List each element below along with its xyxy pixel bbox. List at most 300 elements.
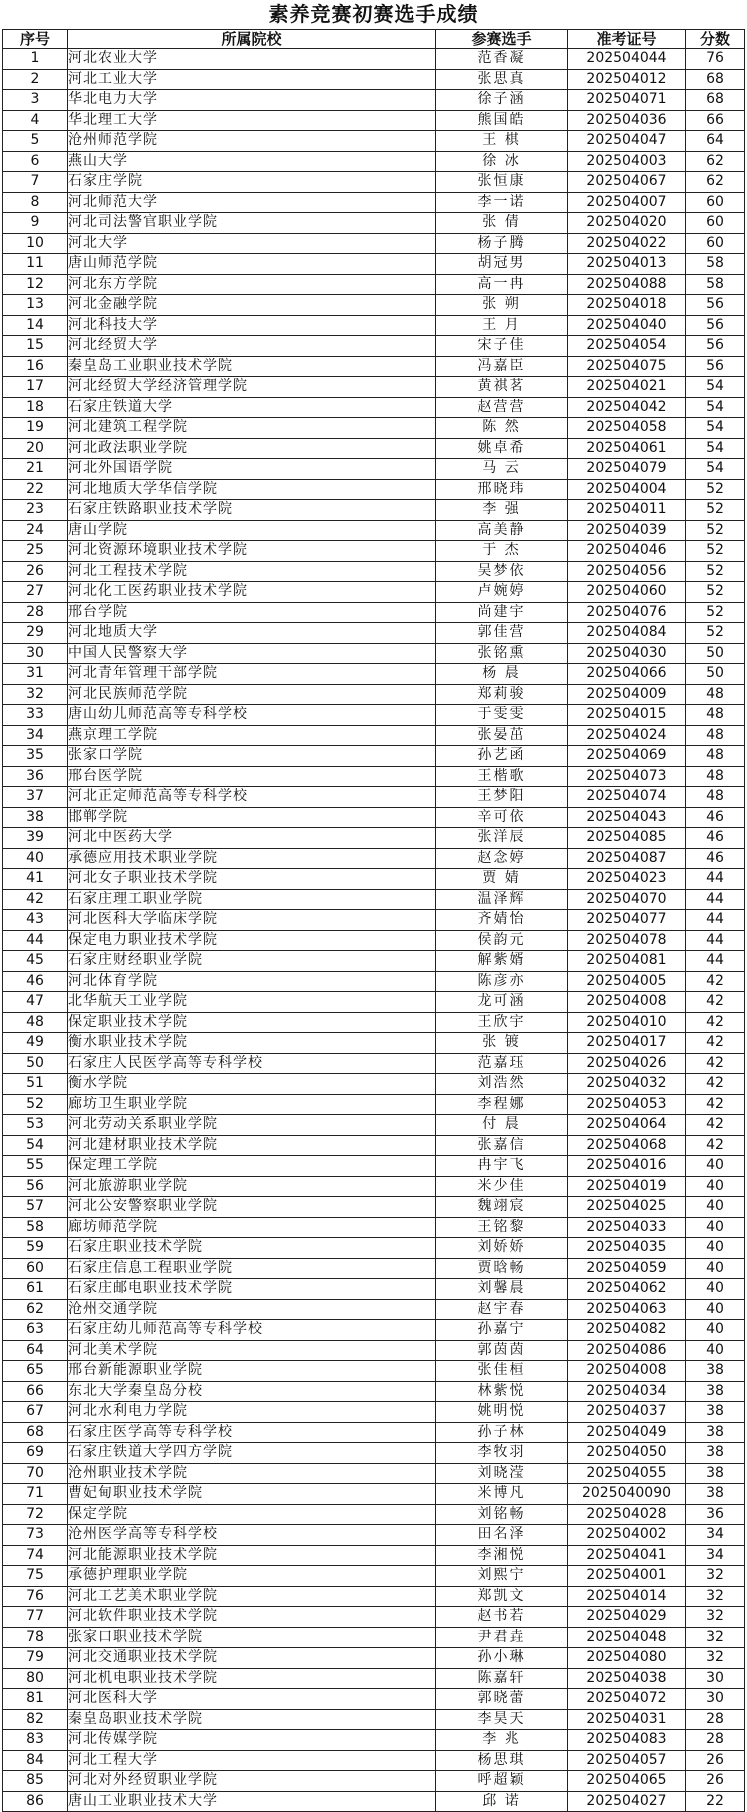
row-school: 邢台医学院: [68, 766, 436, 787]
row-index: 81: [3, 1689, 68, 1710]
row-index: 27: [3, 582, 68, 603]
row-school: 河北青年管理干部学院: [68, 664, 436, 685]
row-contestant: 赵宇春: [436, 1299, 568, 1320]
table-row: [3, 69, 745, 90]
row-exam-id: 202504009: [568, 684, 686, 705]
row-exam-id: 202504003: [568, 151, 686, 172]
row-index: 5: [3, 131, 68, 152]
row-score: 38: [686, 1484, 745, 1505]
table-row: [3, 1709, 745, 1730]
row-score: 32: [686, 1627, 745, 1648]
table-row: [3, 1217, 745, 1238]
row-index: 21: [3, 459, 68, 480]
row-contestant: 李湘悦: [436, 1545, 568, 1566]
row-school: 中国人民警察大学: [68, 643, 436, 664]
row-contestant: 温泽辉: [436, 889, 568, 910]
row-exam-id: 202504065: [568, 1771, 686, 1792]
table-row: [3, 356, 745, 377]
row-index: 20: [3, 438, 68, 459]
table-row: [3, 1012, 745, 1033]
row-exam-id: 202504025: [568, 1197, 686, 1218]
table-row: [3, 1115, 745, 1136]
row-index: 29: [3, 623, 68, 644]
table-row: [3, 151, 745, 172]
row-exam-id: 202504023: [568, 869, 686, 890]
row-index: 85: [3, 1771, 68, 1792]
row-score: 42: [686, 1135, 745, 1156]
row-exam-id: 202504062: [568, 1279, 686, 1300]
row-score: 38: [686, 1381, 745, 1402]
row-school: 河北地质大学: [68, 623, 436, 644]
row-index: 23: [3, 500, 68, 521]
row-school: 衡水职业技术学院: [68, 1033, 436, 1054]
row-index: 71: [3, 1484, 68, 1505]
row-contestant: 刘晓滢: [436, 1463, 568, 1484]
row-school: 邢台学院: [68, 602, 436, 623]
row-index: 61: [3, 1279, 68, 1300]
row-school: 邯郸学院: [68, 807, 436, 828]
row-index: 16: [3, 356, 68, 377]
row-exam-id: 202504029: [568, 1607, 686, 1628]
row-exam-id: 2025040090: [568, 1484, 686, 1505]
row-index: 35: [3, 746, 68, 767]
row-contestant: 杨 晨: [436, 664, 568, 685]
row-index: 79: [3, 1648, 68, 1669]
row-index: 54: [3, 1135, 68, 1156]
row-score: 40: [686, 1197, 745, 1218]
row-contestant: 刘浩然: [436, 1074, 568, 1095]
row-contestant: 徐子涵: [436, 90, 568, 111]
row-score: 76: [686, 49, 745, 70]
row-school: 沧州交通学院: [68, 1299, 436, 1320]
row-contestant: 张 朔: [436, 295, 568, 316]
table-row: [3, 233, 745, 254]
row-contestant: 王梦阳: [436, 787, 568, 808]
table-row: [3, 766, 745, 787]
table-row: [3, 1033, 745, 1054]
row-score: 40: [686, 1176, 745, 1197]
table-row: [3, 992, 745, 1013]
row-index: 68: [3, 1422, 68, 1443]
row-score: 42: [686, 1115, 745, 1136]
row-contestant: 尚建宇: [436, 602, 568, 623]
table-row: [3, 1402, 745, 1423]
row-contestant: 姚明悦: [436, 1402, 568, 1423]
row-exam-id: 202504082: [568, 1320, 686, 1341]
row-index: 62: [3, 1299, 68, 1320]
row-index: 83: [3, 1730, 68, 1751]
row-contestant: 孙小琳: [436, 1648, 568, 1669]
table-row: [3, 1586, 745, 1607]
row-score: 38: [686, 1361, 745, 1382]
row-contestant: 赵念婷: [436, 848, 568, 869]
row-contestant: 冯嘉臣: [436, 356, 568, 377]
row-contestant: 邢晓玮: [436, 479, 568, 500]
table-row: [3, 1361, 745, 1382]
row-exam-id: 202504070: [568, 889, 686, 910]
row-index: 53: [3, 1115, 68, 1136]
row-exam-id: 202504067: [568, 172, 686, 193]
row-index: 17: [3, 377, 68, 398]
row-contestant: 李 强: [436, 500, 568, 521]
row-contestant: 胡冠男: [436, 254, 568, 275]
row-contestant: 王 月: [436, 315, 568, 336]
row-contestant: 林紫悦: [436, 1381, 568, 1402]
row-school: 河北公安警察职业学院: [68, 1197, 436, 1218]
row-school: 石家庄铁道大学四方学院: [68, 1443, 436, 1464]
row-index: 76: [3, 1586, 68, 1607]
row-exam-id: 202504068: [568, 1135, 686, 1156]
row-exam-id: 202504063: [568, 1299, 686, 1320]
row-contestant: 范嘉珏: [436, 1053, 568, 1074]
row-exam-id: 202504036: [568, 110, 686, 131]
table-row: [3, 1381, 745, 1402]
row-exam-id: 202504078: [568, 930, 686, 951]
row-score: 32: [686, 1586, 745, 1607]
row-contestant: 赵营营: [436, 397, 568, 418]
row-school: 石家庄学院: [68, 172, 436, 193]
row-score: 62: [686, 172, 745, 193]
row-score: 52: [686, 541, 745, 562]
table-row: [3, 1197, 745, 1218]
row-school: 石家庄幼儿师范高等专科学校: [68, 1320, 436, 1341]
row-score: 50: [686, 643, 745, 664]
row-exam-id: 202504024: [568, 725, 686, 746]
table-row: [3, 602, 745, 623]
row-exam-id: 202504040: [568, 315, 686, 336]
table-row: [3, 1668, 745, 1689]
row-index: 60: [3, 1258, 68, 1279]
row-score: 48: [686, 684, 745, 705]
header-score: 分数: [686, 30, 745, 49]
table-row: [3, 643, 745, 664]
table-row: [3, 1484, 745, 1505]
row-index: 11: [3, 254, 68, 275]
row-score: 54: [686, 397, 745, 418]
row-score: 48: [686, 725, 745, 746]
row-contestant: 张铭熏: [436, 643, 568, 664]
row-exam-id: 202504031: [568, 1709, 686, 1730]
row-exam-id: 202504080: [568, 1648, 686, 1669]
table-row: [3, 397, 745, 418]
row-exam-id: 202504007: [568, 192, 686, 213]
row-index: 41: [3, 869, 68, 890]
table-row: [3, 1443, 745, 1464]
row-contestant: 呼超颖: [436, 1771, 568, 1792]
table-row: [3, 623, 745, 644]
row-index: 10: [3, 233, 68, 254]
row-index: 38: [3, 807, 68, 828]
row-school: 石家庄职业技术学院: [68, 1238, 436, 1259]
table-row: [3, 1258, 745, 1279]
row-contestant: 郑凯文: [436, 1586, 568, 1607]
row-school: 河北外国语学院: [68, 459, 436, 480]
table-row: [3, 848, 745, 869]
row-exam-id: 202504049: [568, 1422, 686, 1443]
row-contestant: 王 棋: [436, 131, 568, 152]
table-row: [3, 1627, 745, 1648]
row-score: 52: [686, 500, 745, 521]
table-row: [3, 1074, 745, 1095]
row-contestant: 张思真: [436, 69, 568, 90]
row-index: 2: [3, 69, 68, 90]
row-index: 77: [3, 1607, 68, 1628]
row-exam-id: 202504027: [568, 1791, 686, 1812]
row-school: 华北电力大学: [68, 90, 436, 111]
row-index: 15: [3, 336, 68, 357]
table-row: [3, 1299, 745, 1320]
row-score: 44: [686, 889, 745, 910]
row-exam-id: 202504064: [568, 1115, 686, 1136]
row-index: 40: [3, 848, 68, 869]
row-index: 59: [3, 1238, 68, 1259]
row-exam-id: 202504037: [568, 1402, 686, 1423]
row-school: 沧州师范学院: [68, 131, 436, 152]
table-row: [3, 110, 745, 131]
table-row: [3, 1463, 745, 1484]
row-exam-id: 202504069: [568, 746, 686, 767]
row-score: 54: [686, 459, 745, 480]
row-exam-id: 202504019: [568, 1176, 686, 1197]
header-school: 所属院校: [68, 30, 436, 49]
row-score: 40: [686, 1217, 745, 1238]
row-school: 秦皇岛职业技术学院: [68, 1709, 436, 1730]
row-contestant: 杨思琪: [436, 1750, 568, 1771]
row-contestant: 王铭黎: [436, 1217, 568, 1238]
row-score: 60: [686, 233, 745, 254]
row-exam-id: 202504013: [568, 254, 686, 275]
row-score: 56: [686, 356, 745, 377]
row-score: 40: [686, 1340, 745, 1361]
row-exam-id: 202504021: [568, 377, 686, 398]
row-score: 48: [686, 705, 745, 726]
row-school: 河北建筑工程学院: [68, 418, 436, 439]
row-contestant: 尹君垚: [436, 1627, 568, 1648]
row-score: 52: [686, 602, 745, 623]
row-school: 东北大学秦皇岛分校: [68, 1381, 436, 1402]
row-school: 河北旅游职业学院: [68, 1176, 436, 1197]
row-contestant: 范香凝: [436, 49, 568, 70]
row-index: 22: [3, 479, 68, 500]
row-score: 52: [686, 479, 745, 500]
row-school: 河北机电职业技术学院: [68, 1668, 436, 1689]
row-exam-id: 202504066: [568, 664, 686, 685]
row-score: 58: [686, 274, 745, 295]
row-score: 42: [686, 1033, 745, 1054]
table-row: [3, 1525, 745, 1546]
row-exam-id: 202504077: [568, 910, 686, 931]
row-contestant: 李一诺: [436, 192, 568, 213]
row-contestant: 孙嘉宁: [436, 1320, 568, 1341]
row-exam-id: 202504008: [568, 992, 686, 1013]
table-row: [3, 1750, 745, 1771]
table-row: [3, 787, 745, 808]
row-school: 河北正定师范高等专科学校: [68, 787, 436, 808]
table-row: [3, 418, 745, 439]
row-school: 保定理工学院: [68, 1156, 436, 1177]
row-exam-id: 202504083: [568, 1730, 686, 1751]
row-school: 石家庄铁道大学: [68, 397, 436, 418]
row-index: 6: [3, 151, 68, 172]
row-exam-id: 202504017: [568, 1033, 686, 1054]
row-score: 26: [686, 1771, 745, 1792]
row-index: 67: [3, 1402, 68, 1423]
row-exam-id: 202504004: [568, 479, 686, 500]
row-index: 56: [3, 1176, 68, 1197]
table-row: [3, 664, 745, 685]
row-score: 32: [686, 1648, 745, 1669]
row-exam-id: 202504059: [568, 1258, 686, 1279]
table-row: [3, 213, 745, 234]
row-contestant: 米博凡: [436, 1484, 568, 1505]
row-school: 河北师范大学: [68, 192, 436, 213]
row-contestant: 李牧羽: [436, 1443, 568, 1464]
row-exam-id: 202504088: [568, 274, 686, 295]
table-row: [3, 561, 745, 582]
row-exam-id: 202504028: [568, 1504, 686, 1525]
table-row: [3, 684, 745, 705]
row-school: 河北水利电力学院: [68, 1402, 436, 1423]
table-row: [3, 1648, 745, 1669]
row-index: 28: [3, 602, 68, 623]
row-exam-id: 202504005: [568, 971, 686, 992]
table-row: [3, 438, 745, 459]
table-row: [3, 336, 745, 357]
row-contestant: 刘熙宁: [436, 1566, 568, 1587]
row-contestant: 郭佳营: [436, 623, 568, 644]
row-index: 37: [3, 787, 68, 808]
row-score: 38: [686, 1422, 745, 1443]
row-index: 4: [3, 110, 68, 131]
row-exam-id: 202504022: [568, 233, 686, 254]
row-index: 51: [3, 1074, 68, 1095]
row-exam-id: 202504060: [568, 582, 686, 603]
table-row: [3, 1279, 745, 1300]
row-exam-id: 202504046: [568, 541, 686, 562]
row-school: 河北政法职业学院: [68, 438, 436, 459]
row-school: 河北化工医药职业技术学院: [68, 582, 436, 603]
row-score: 50: [686, 664, 745, 685]
table-row: [3, 172, 745, 193]
row-score: 30: [686, 1689, 745, 1710]
row-school: 河北劳动关系职业学院: [68, 1115, 436, 1136]
row-score: 26: [686, 1750, 745, 1771]
row-exam-id: 202504020: [568, 213, 686, 234]
row-exam-id: 202504032: [568, 1074, 686, 1095]
row-contestant: 王欣宇: [436, 1012, 568, 1033]
row-school: 河北工业大学: [68, 69, 436, 90]
row-exam-id: 202504087: [568, 848, 686, 869]
row-exam-id: 202504018: [568, 295, 686, 316]
row-exam-id: 202504016: [568, 1156, 686, 1177]
table-row: [3, 1176, 745, 1197]
row-score: 42: [686, 992, 745, 1013]
table-row: [3, 315, 745, 336]
row-school: 河北民族师范学院: [68, 684, 436, 705]
row-exam-id: 202504073: [568, 766, 686, 787]
row-exam-id: 202504026: [568, 1053, 686, 1074]
row-index: 39: [3, 828, 68, 849]
row-index: 74: [3, 1545, 68, 1566]
row-exam-id: 202504086: [568, 1340, 686, 1361]
row-score: 38: [686, 1443, 745, 1464]
row-contestant: 马 云: [436, 459, 568, 480]
row-contestant: 魏翊宸: [436, 1197, 568, 1218]
row-exam-id: 202504058: [568, 418, 686, 439]
row-score: 48: [686, 746, 745, 767]
row-contestant: 熊国皓: [436, 110, 568, 131]
table-row: [3, 869, 745, 890]
row-score: 42: [686, 971, 745, 992]
row-contestant: 贾 婧: [436, 869, 568, 890]
row-index: 42: [3, 889, 68, 910]
row-exam-id: 202504002: [568, 1525, 686, 1546]
table-row: [3, 1545, 745, 1566]
row-school: 河北工程技术学院: [68, 561, 436, 582]
table-row: [3, 520, 745, 541]
table-row: [3, 541, 745, 562]
row-index: 18: [3, 397, 68, 418]
table-row: [3, 1238, 745, 1259]
row-score: 46: [686, 828, 745, 849]
score-table: [2, 29, 745, 1812]
row-index: 14: [3, 315, 68, 336]
row-score: 56: [686, 315, 745, 336]
row-contestant: 陈彦亦: [436, 971, 568, 992]
row-score: 56: [686, 295, 745, 316]
row-score: 28: [686, 1730, 745, 1751]
row-index: 65: [3, 1361, 68, 1382]
row-index: 86: [3, 1791, 68, 1812]
row-contestant: 张晏茁: [436, 725, 568, 746]
header-row: [3, 30, 745, 49]
table-row: [3, 910, 745, 931]
row-score: 40: [686, 1299, 745, 1320]
row-index: 66: [3, 1381, 68, 1402]
row-index: 1: [3, 49, 68, 70]
table-row: [3, 1135, 745, 1156]
row-exam-id: 202504044: [568, 49, 686, 70]
row-contestant: 冉宇飞: [436, 1156, 568, 1177]
table-row: [3, 274, 745, 295]
row-index: 72: [3, 1504, 68, 1525]
table-row: [3, 459, 745, 480]
row-score: 42: [686, 1094, 745, 1115]
row-exam-id: 202504057: [568, 1750, 686, 1771]
table-row: [3, 49, 745, 70]
row-exam-id: 202504038: [568, 1668, 686, 1689]
row-index: 50: [3, 1053, 68, 1074]
row-index: 48: [3, 1012, 68, 1033]
row-school: 河北对外经贸职业学院: [68, 1771, 436, 1792]
row-score: 28: [686, 1709, 745, 1730]
table-body: [3, 49, 745, 1812]
table-row: [3, 1094, 745, 1115]
row-score: 34: [686, 1525, 745, 1546]
row-exam-id: 202504053: [568, 1094, 686, 1115]
table-row: [3, 1156, 745, 1177]
table-row: [3, 971, 745, 992]
row-contestant: 吴梦依: [436, 561, 568, 582]
row-exam-id: 202504071: [568, 90, 686, 111]
row-exam-id: 202504079: [568, 459, 686, 480]
row-score: 58: [686, 254, 745, 275]
table-row: [3, 295, 745, 316]
row-contestant: 齐婧怡: [436, 910, 568, 931]
row-exam-id: 202504061: [568, 438, 686, 459]
row-school: 河北地质大学华信学院: [68, 479, 436, 500]
row-school: 唐山幼儿师范高等专科学校: [68, 705, 436, 726]
